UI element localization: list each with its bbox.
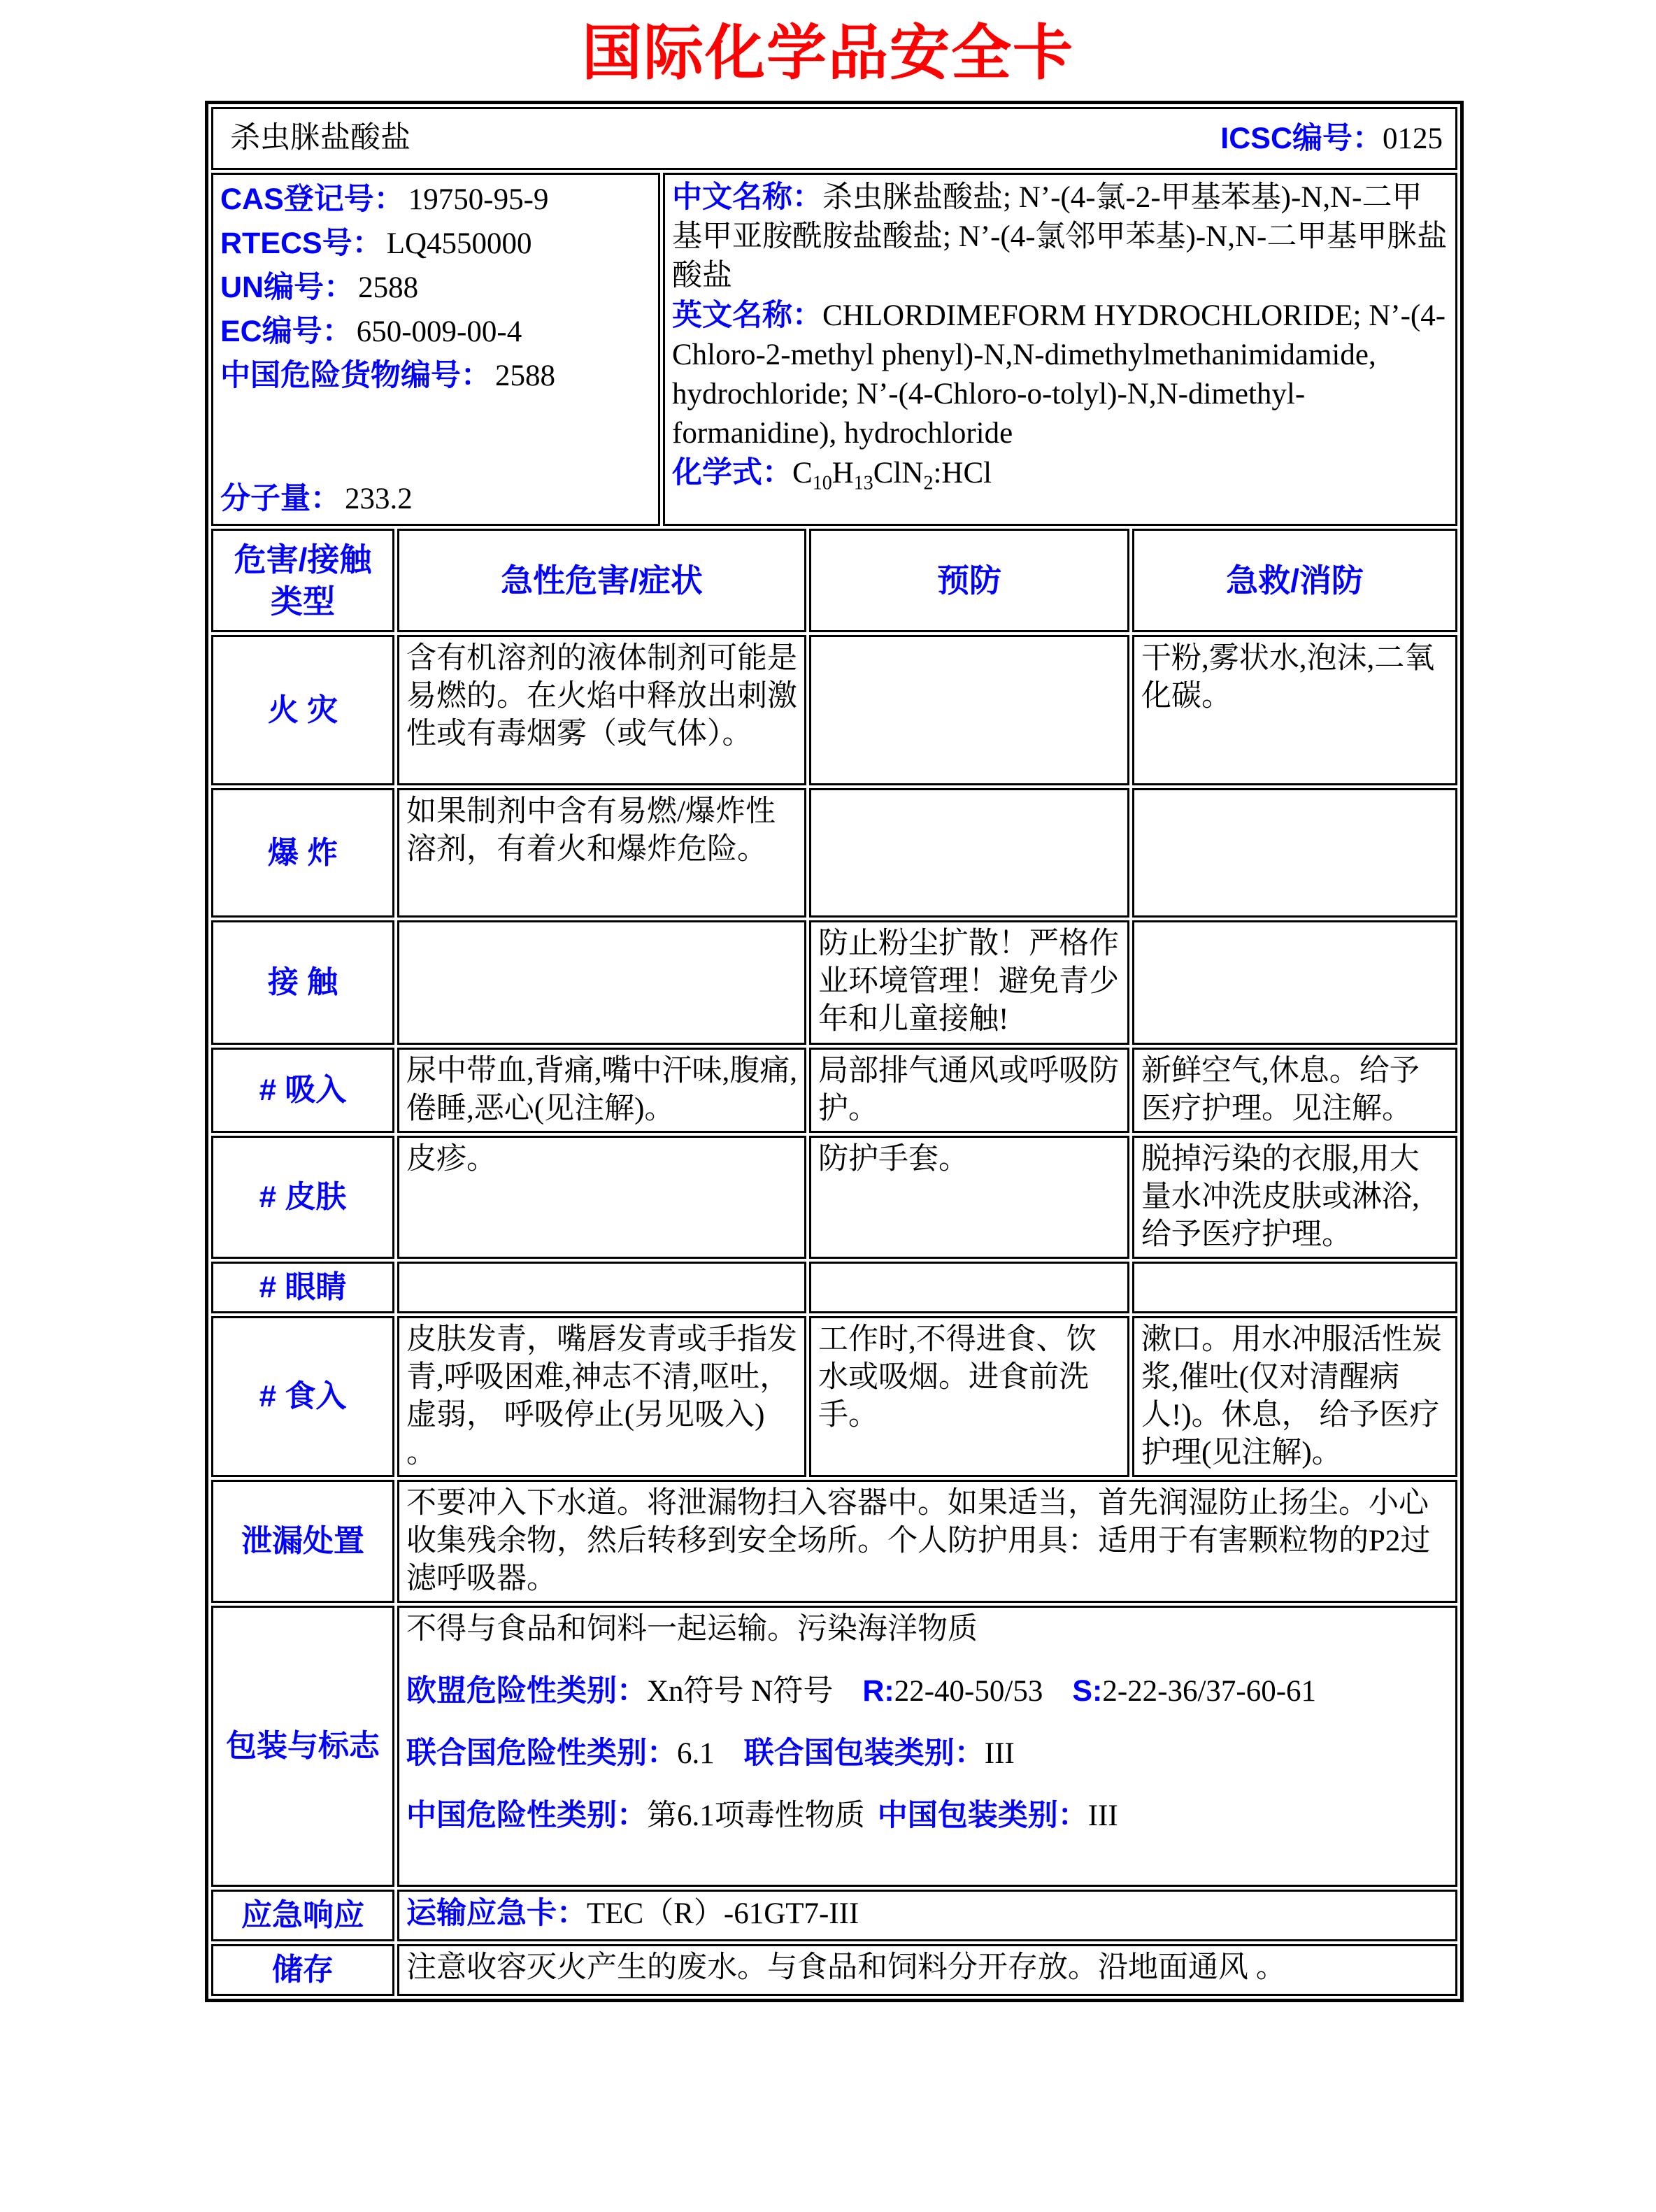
ingestion-prevention: 工作时,不得进食、饮水或吸烟。进食前洗手。 [809,1316,1129,1477]
ingestion-row-label: # 食入 [211,1316,394,1477]
molecular-weight-label: 分子量： [220,482,341,515]
header-prevention: 预防 [809,529,1129,632]
eyes-prevention [809,1262,1129,1313]
inhalation-row-label: # 吸入 [211,1048,394,1133]
skin-first-aid: 脱掉污染的衣服,用大量水冲洗皮肤或淋浴,给予医疗护理。 [1132,1136,1457,1259]
chinese-name-label: 中文名称： [672,180,822,214]
eu-classification-label: 欧盟危险性类别： [406,1674,647,1708]
inhalation-first-aid: 新鲜空气,休息。给予医疗护理。见注解。 [1132,1048,1457,1133]
cn-packing-group-value: III [1087,1799,1118,1832]
un-packing-group-label: 联合国包装类别： [743,1736,985,1770]
icsc-number-value: 0125 [1383,122,1443,155]
rtecs-value: LQ4550000 [386,227,532,260]
transport-emergency-card-label: 运输应急卡： [406,1897,587,1930]
hazard-table-header-row [211,529,1457,632]
transport-emergency-card-value: TEC（R）-61GT7-III [587,1897,859,1930]
eyes-first-aid [1132,1262,1457,1313]
english-name-field [672,296,1448,453]
explosion-prevention [809,788,1129,918]
un-number-label: UN编号： [220,271,355,304]
english-name-label: 英文名称： [672,299,822,332]
chemical-formula-field [672,453,1448,504]
ingestion-first-aid: 漱口。用水冲服活性炭浆,催吐(仅对清醒病人!)。休息， 给予医疗护理(见注解)。 [1132,1316,1457,1477]
molecular-weight-field [220,477,651,521]
china-dg-number-field [220,354,651,398]
page-title: 国际化学品安全卡 [582,20,1074,87]
cn-hazard-class-label: 中国危险性类别： [406,1799,647,1832]
ec-number-value: 650-009-00-4 [356,315,522,348]
emergency-response-row [211,1890,1457,1941]
icsc-number [1220,120,1443,158]
card-header-row [211,107,1457,170]
exposure-prevention: 防止粉尘扩散！严格作业环境管理！避免青少年和儿童接触! [809,920,1129,1045]
chemical-formula-label: 化学式： [672,456,792,490]
cn-classification-line [406,1797,1448,1835]
cas-value: 19750-95-9 [408,183,549,216]
names-cell [663,173,1457,526]
china-dg-number-value: 2588 [495,359,555,392]
rtecs-field [220,222,651,266]
eyes-row [211,1262,1457,1313]
storage-row [211,1944,1457,1996]
skin-row [211,1136,1457,1259]
ingestion-symptoms: 皮肤发青，嘴唇发青或手指发青,呼吸困难,神志不清,呕吐， 虚弱， 呼吸停止(另见吸入) 。 [397,1316,806,1477]
skin-symptoms: 皮疹。 [397,1136,806,1259]
fire-prevention [809,635,1129,785]
ec-number-field [220,310,651,354]
identification-row [211,173,1457,526]
ec-number-label: EC编号： [220,315,352,348]
packaging-content [397,1606,1457,1887]
r-phrases-value: 22-40-50/53 [894,1675,1043,1708]
explosion-row-label: 爆 炸 [211,788,394,918]
emergency-response-content [397,1890,1457,1941]
un-number-value: 2588 [358,271,419,304]
fire-symptoms: 含有机溶剂的液体制剂可能是易燃的。在火焰中释放出刺激性或有毒烟雾（或气体）。 [397,635,806,785]
explosion-symptoms: 如果制剂中含有易燃/爆炸性溶剂，有着火和爆炸危险。 [397,788,806,918]
fire-row [211,635,1457,785]
packaging-label: 包装与标志 [211,1606,394,1887]
cas-field [220,178,651,222]
fire-first-aid: 干粉,雾状水,泡沫,二氧化碳。 [1132,635,1457,785]
un-packing-group-value: III [984,1737,1015,1770]
s-phrases-value: 2-22-36/37-60-61 [1102,1675,1317,1708]
inhalation-prevention: 局部排气通风或呼吸防护。 [809,1048,1129,1133]
spill-disposal-row [211,1480,1457,1603]
safety-card [205,101,1464,2002]
eu-classification-line [406,1672,1448,1711]
packaging-transport-note: 不得与食品和饲料一起运输。污染海洋物质 [406,1613,978,1646]
ingestion-row [211,1316,1457,1477]
cas-label: CAS登记号： [220,183,404,216]
eu-symbols-value: Xn符号 N符号 [647,1675,834,1708]
exposure-row-label: 接 触 [211,920,394,1045]
skin-prevention: 防护手套。 [809,1136,1129,1259]
english-name-value: CHLORDIMEFORM HYDROCHLORIDE; N’-(4-Chloro-2-methyl phenyl)-N,N-dimethylmethanimidamide, hydrochloride; N’-(4-Chloro-o-tolyl)-N,N-dimethyl-formanidine), hydrochloride [672,299,1446,450]
skin-row-label: # 皮肤 [211,1136,394,1259]
un-hazard-class-value: 6.1 [677,1737,715,1770]
un-hazard-class-label: 联合国危险性类别： [406,1736,677,1770]
storage-text: 注意收容灭火产生的废水。与食品和饲料分开存放。沿地面通风 。 [397,1944,1457,1996]
registry-numbers-cell [211,173,660,526]
cn-packing-group-label: 中国包装类别： [877,1799,1088,1832]
inhalation-row [211,1048,1457,1133]
emergency-response-label: 应急响应 [211,1890,394,1941]
header-hazard-type: 危害/接触类型 [211,529,394,632]
eyes-row-label: # 眼睛 [211,1262,394,1313]
r-phrases-label: R: [862,1674,894,1708]
exposure-first-aid [1132,920,1457,1045]
chinese-name-value: 杀虫脒盐酸盐; N’-(4-氯-2-甲基苯基)-N,N-二甲基甲亚胺酰胺盐酸盐; N’-(4-氯邻甲苯基)-N,N-二甲基甲脒盐酸盐 [672,181,1448,292]
un-classification-line [406,1734,1448,1773]
spill-disposal-text: 不要冲入下水道。将泄漏物扫入容器中。如果适当，首先润湿防止扬尘。小心收集残余物，然后转移到安全场所。个人防护用具：适用于有害颗粒物的P2过滤呼吸器。 [397,1480,1457,1603]
eyes-symptoms [397,1262,806,1313]
chemical-formula-value: $C_{10}H_{13}ClN_2:HCl$ [792,457,992,494]
packaging-row [211,1606,1457,1887]
rtecs-label: RTECS号： [220,227,383,260]
header-first-aid: 急救/消防 [1132,529,1457,632]
substance-name: 杀虫脒盐酸盐 [230,122,411,155]
exposure-symptoms [397,920,806,1045]
inhalation-symptoms: 尿中带血,背痛,嘴中汗味,腹痛,倦睡,恶心(见注解)。 [397,1048,806,1133]
storage-label: 储存 [211,1944,394,1996]
icsc-number-label: ICSC编号： [1220,121,1383,155]
cn-hazard-class-value: 第6.1项毒性物质 [647,1799,865,1832]
molecular-weight-value: 233.2 [345,483,413,515]
fire-row-label: 火 灾 [211,635,394,785]
spill-disposal-label: 泄漏处置 [211,1480,394,1603]
un-number-field [220,266,651,310]
chinese-name-field [672,178,1448,296]
header-acute-symptoms: 急性危害/症状 [397,529,806,632]
exposure-row [211,920,1457,1045]
explosion-first-aid [1132,788,1457,918]
china-dg-number-label: 中国危险货物编号： [220,359,491,392]
explosion-row [211,788,1457,918]
s-phrases-label: S: [1072,1674,1103,1708]
card-header-cell [211,107,1457,170]
